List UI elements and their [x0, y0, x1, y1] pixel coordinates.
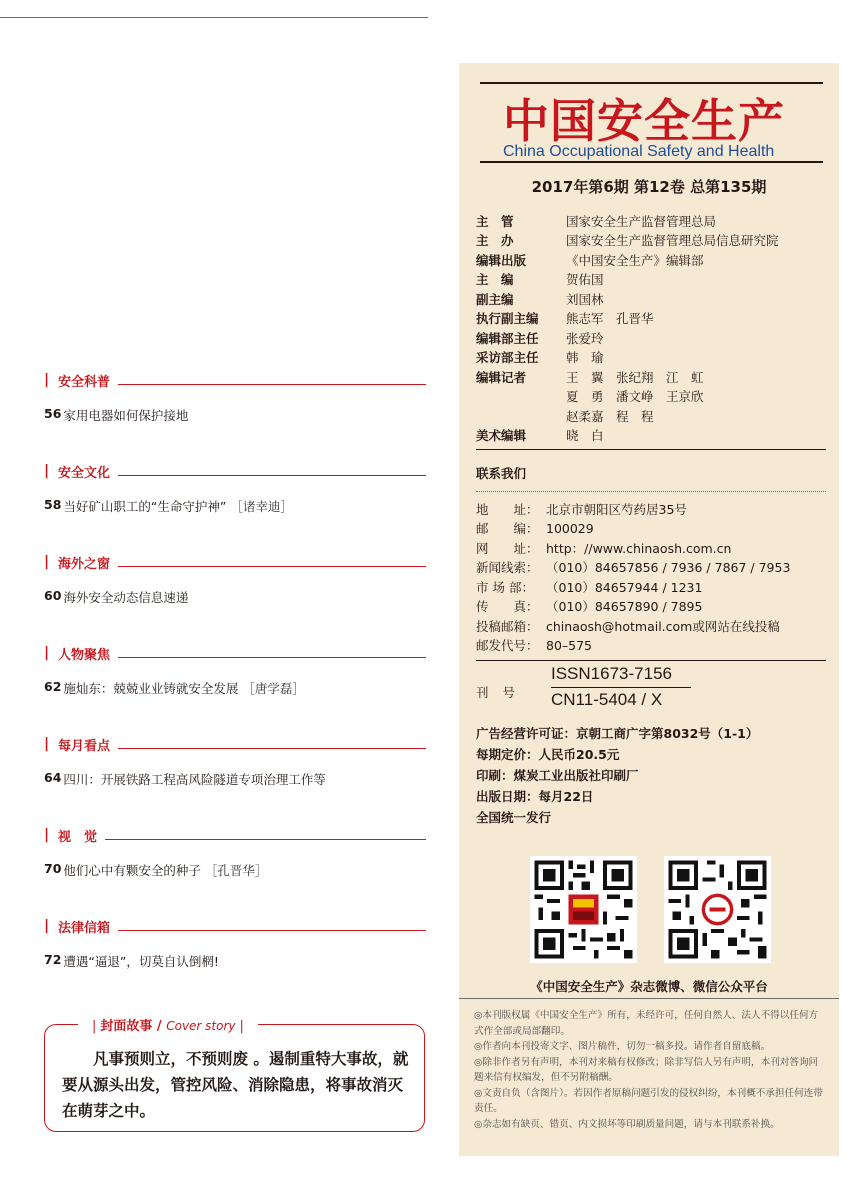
section-rule [118, 566, 426, 567]
cover-label-sep: / [152, 1019, 167, 1034]
staff-role: 主 办 [476, 233, 514, 249]
contact-key: 地 址： [476, 501, 539, 517]
staff-row [476, 426, 826, 446]
table-of-contents [44, 366, 426, 1003]
staff-value: 熊志军 孔晋华 [566, 311, 654, 327]
page-number: 64 [44, 770, 62, 785]
toc-entry[interactable] [44, 485, 426, 548]
staff-role: 美术编辑 [476, 428, 527, 444]
divider [476, 660, 826, 661]
staff-value: 张爱玲 [566, 330, 604, 346]
issn-rule [551, 687, 691, 688]
magazine-logo-english: China Occupational Safety and Health [503, 143, 775, 160]
toc-section [44, 548, 426, 639]
staff-row [476, 328, 826, 348]
contact-row [476, 538, 826, 558]
section-header [44, 548, 426, 576]
publishing-line: 全国统一发行 [476, 809, 552, 825]
contact-row [476, 577, 826, 597]
staff-row [476, 231, 826, 251]
staff-value: 刘国林 [566, 291, 604, 307]
section-rule [118, 384, 426, 385]
staff-value: 王 翼 张纪翔 江 虹 [566, 369, 704, 385]
article-author: ［唐学磊］ [242, 681, 305, 696]
contact-value: （010）84657856 / 7936 / 7867 / 7953 [546, 560, 791, 576]
page-number: 56 [44, 406, 62, 421]
masthead-panel [459, 63, 839, 1156]
staff-value: 《中国安全生产》编辑部 [566, 252, 704, 268]
section-marker: | [44, 736, 50, 752]
contact-row [476, 499, 826, 519]
copyright-note: ◎文责自负（含图片）。若因作者原稿问题引发的侵权纠纷，本刊概不承担任何连带责任。 [474, 1087, 823, 1114]
cover-story-label [78, 1015, 258, 1034]
website-link[interactable]: http：//www.chinaosh.com.cn [546, 540, 732, 556]
article-title: 他们心中有颗安全的种子 [63, 863, 201, 878]
copyright-note: ◎除非作者另有声明，本刊对来稿有权修改；除非写信人另有声明，本刊对答询问题来信有权编发，但不另附稿酬。 [474, 1056, 819, 1083]
toc-entry[interactable] [44, 849, 426, 912]
toc-entry[interactable] [44, 576, 426, 639]
contact-heading: 联系我们 [476, 466, 527, 481]
article-title: 海外安全动态信息速递 [63, 590, 189, 605]
staff-value: 国家安全生产监督管理总局信息研究院 [566, 233, 779, 249]
staff-list [476, 211, 826, 445]
publishing-line: 印刷：煤炭工业出版社印刷厂 [476, 767, 639, 783]
toc-section [44, 457, 426, 548]
page-number: 60 [44, 588, 62, 603]
contact-key: 新闻线索： [476, 560, 539, 576]
contact-row [476, 519, 826, 539]
toc-section [44, 639, 426, 730]
article-author: ［孔晋华］ [204, 863, 268, 878]
divider [459, 998, 839, 999]
cover-story-text: 凡事预则立，不预则废 。遏制重特大事故，就要从源头出发，管控风险、消除隐患，将事故消灭在萌芽之中。 [62, 1049, 409, 1120]
contact-row [476, 616, 826, 636]
staff-role: 编辑出版 [476, 252, 527, 268]
contact-key: 投稿邮箱： [476, 618, 539, 634]
contact-key: 市 场 部： [476, 579, 534, 595]
section-rule [118, 748, 426, 749]
toc-section [44, 912, 426, 1003]
cover-label-en: Cover story [166, 1019, 236, 1033]
article-title: 遭遇“逼退”，切莫自认倒棢! [63, 954, 219, 969]
contact-value: （010）84657890 / 7895 [546, 599, 703, 615]
staff-role: 执行副主编 [476, 311, 539, 327]
section-rule [118, 930, 426, 931]
section-rule [118, 475, 426, 476]
top-rule [0, 17, 428, 18]
staff-value: 国家安全生产监督管理总局 [566, 213, 717, 229]
staff-row [476, 289, 826, 309]
section-header [44, 912, 426, 940]
section-marker: | [44, 827, 50, 843]
staff-role: 编辑部主任 [476, 330, 539, 346]
article-title: 四川：开展铁路工程高风险隧道专项治理工作等 [63, 772, 326, 787]
contact-key: 邮 编： [476, 521, 539, 537]
page-number: 58 [44, 497, 62, 512]
section-marker: | [44, 645, 50, 661]
staff-row [476, 250, 826, 270]
article-title: 施灿东：兢兢业业铸就安全发展 [63, 681, 239, 696]
section-rule [105, 839, 426, 840]
copyright-notes [474, 1008, 826, 1132]
issue-info: 2017年第6期 第12卷 总第135期 [531, 178, 767, 196]
staff-role: 副主编 [476, 291, 514, 307]
staff-role: 主 管 [476, 213, 514, 229]
staff-row [476, 348, 826, 368]
issn-label: 刊号 [476, 685, 530, 700]
staff-row [476, 387, 826, 407]
section-title: 安全科普 [58, 374, 111, 390]
logo-bottom-rule [480, 161, 823, 163]
cover-story-box [44, 1019, 425, 1132]
section-title: 海外之窗 [58, 556, 111, 572]
weibo-qr-code-icon[interactable] [530, 856, 637, 963]
contact-list [476, 499, 826, 655]
publishing-line: 广告经营许可证：京朝工商广字第8032号（1-1） [476, 725, 759, 741]
publishing-info [476, 722, 826, 827]
section-header [44, 730, 426, 758]
article-author: ［诸幸迪］ [230, 499, 293, 514]
contact-key: 传 真： [476, 599, 539, 615]
page-number: 70 [44, 861, 62, 876]
article-title: 家用电器如何保护接地 [63, 408, 189, 423]
section-title: 法律信箱 [58, 920, 111, 936]
publishing-line: 出版日期：每月22日 [476, 788, 594, 804]
staff-value: 赵柔嘉 程 程 [566, 408, 654, 424]
staff-role: 采访部主任 [476, 350, 539, 366]
toc-section [44, 821, 426, 912]
section-marker: | [44, 918, 50, 934]
label-tick: | [239, 1019, 244, 1034]
staff-row [476, 367, 826, 387]
contact-key: 邮发代号： [476, 638, 539, 654]
logo-top-rule [480, 82, 823, 84]
staff-role: 主 编 [476, 272, 514, 288]
section-marker: | [44, 372, 50, 388]
qr-caption: 《中国安全生产》杂志微博、微信公众平台 [530, 979, 768, 994]
staff-row [476, 309, 826, 329]
cover-label-cn: 封面故事 [100, 1019, 153, 1034]
toc-entry[interactable] [44, 940, 426, 1003]
article-title: 当好矿山职工的“生命守护神” [63, 499, 227, 514]
page-number: 72 [44, 952, 62, 967]
staff-row [476, 406, 826, 426]
magazine-logo-title: 中国安全生产 [503, 94, 785, 148]
copyright-note: ◎本刊版权属《中国安全生产》所有，未经许可，任何自然人、法人不得以任何方式作全部或局部翻印。 [474, 1010, 819, 1037]
section-header [44, 366, 426, 394]
contact-row [476, 558, 826, 578]
dotted-divider [476, 491, 826, 492]
staff-value: 夏 勇 潘文峥 王京欣 [566, 389, 704, 405]
staff-row [476, 270, 826, 290]
staff-value: 贺佑国 [566, 272, 604, 288]
toc-entry[interactable] [44, 667, 426, 730]
contact-value: 北京市朝阳区芍药居35号 [546, 501, 687, 517]
contact-row [476, 597, 826, 617]
contact-value: 80–575 [546, 637, 593, 653]
toc-entry[interactable] [44, 394, 426, 457]
section-title: 人物聚焦 [58, 647, 111, 663]
section-rule [118, 657, 426, 658]
contact-row [476, 636, 826, 656]
toc-entry[interactable] [44, 758, 426, 821]
staff-value: 晓 白 [566, 428, 604, 444]
contact-key: 网 址： [476, 540, 539, 556]
section-title: 视 觉 [58, 829, 98, 845]
staff-row [476, 211, 826, 231]
section-title: 每月看点 [58, 738, 111, 754]
section-header [44, 639, 426, 667]
section-header [44, 457, 426, 485]
staff-value: 韩 瑜 [566, 350, 604, 366]
section-title: 安全文化 [58, 465, 111, 481]
copyright-note: ◎作者向本刊投寄文字、图片稿件，切勿一稿多投。请作者自留底稿。 [474, 1041, 771, 1052]
contact-value: （010）84657944 / 1231 [546, 579, 703, 595]
section-marker: | [44, 554, 50, 570]
section-marker: | [44, 463, 50, 479]
email-link[interactable]: chinaosh@hotmail.com或网站在线投稿 [546, 618, 780, 634]
section-header [44, 821, 426, 849]
contact-value: 100029 [546, 520, 594, 536]
toc-section [44, 366, 426, 457]
toc-section [44, 730, 426, 821]
issn-number: ISSN1673-7156 [551, 664, 672, 683]
cn-number: CN11-5404 / X [551, 690, 663, 709]
divider [476, 449, 826, 450]
wechat-qr-code-icon[interactable] [664, 856, 771, 963]
copyright-note: ◎杂志如有缺页、错页、内文损坏等印刷质量问题，请与本刊联系补换。 [474, 1118, 780, 1130]
staff-role: 编辑记者 [476, 369, 527, 385]
page-number: 62 [44, 679, 62, 694]
label-tick: | [92, 1019, 97, 1034]
publishing-line: 每期定价：人民币20.5元 [476, 746, 620, 762]
